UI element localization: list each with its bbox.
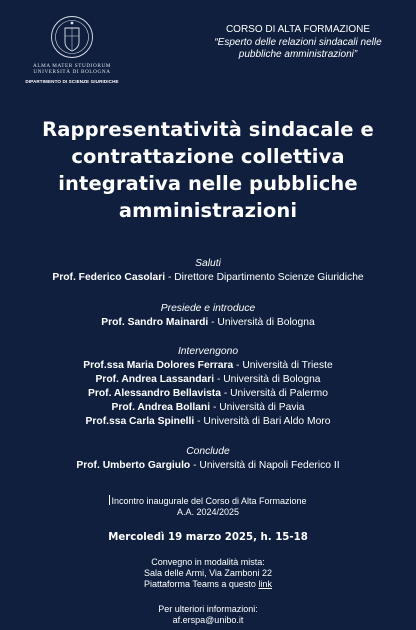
event-mode: Convegno in modalità mista:	[151, 557, 265, 567]
presiede-section	[0, 302, 416, 330]
section-role: Saluti	[195, 258, 221, 269]
speaker-name: Prof.ssa Maria Dolores Ferrara	[83, 360, 234, 371]
speaker-line	[0, 415, 416, 429]
speaker-name: Prof. Alessandro Bellavista	[88, 388, 221, 399]
event-title	[10, 116, 406, 224]
title-line-2: contrattazione collettiva	[71, 145, 345, 168]
speaker-line	[0, 373, 416, 387]
event-venue: Sala delle Armi, Via Zamboni 22	[144, 568, 272, 578]
speaker-line	[0, 459, 416, 473]
speaker-affiliation: - Università di Bologna	[214, 374, 321, 385]
info-label: Per ulteriori informazioni:	[158, 604, 258, 614]
course-heading	[196, 24, 400, 62]
speaker-line	[0, 359, 416, 373]
event-date-block	[0, 532, 416, 543]
university-seal-icon	[50, 14, 94, 60]
title-line-4: amministrazioni	[118, 199, 298, 222]
speaker-affiliation: - Università di Bologna	[208, 317, 315, 328]
speaker-name: Prof. Federico Casolari	[52, 272, 166, 283]
speaker-name: Prof. Andrea Lassandari	[95, 374, 215, 385]
contact-email[interactable]: af.erspa@unibo.it	[172, 615, 244, 625]
saluti-section	[0, 257, 416, 285]
speaker-line	[0, 387, 416, 401]
event-description	[0, 495, 416, 518]
event-desc-line1	[0, 495, 416, 507]
speaker-affiliation: - Direttore Dipartimento Scienze Giuridiche	[165, 272, 364, 283]
title-line-1: Rappresentatività sindacale e	[42, 118, 374, 141]
section-role: Conclude	[186, 446, 230, 457]
course-type: CORSO DI ALTA FORMAZIONE	[225, 24, 371, 35]
department-name: DIPARTIMENTO DI SCIENZE GIURIDICHE	[25, 79, 119, 84]
speaker-name: Prof.ssa Carla Spinelli	[85, 416, 195, 427]
title-line-3: integrativa nelle pubbliche	[58, 172, 358, 195]
header	[0, 0, 416, 110]
speaker-name: Prof. Andrea Bollani	[111, 402, 211, 413]
teams-link[interactable]: link	[258, 579, 272, 589]
section-role: Presiede e introduce	[160, 303, 256, 314]
intervengono-section	[0, 345, 416, 429]
teams-line	[0, 579, 416, 590]
speaker-name: Prof. Sandro Mainardi	[101, 317, 209, 328]
speaker-affiliation: - Università di Palermo	[220, 388, 328, 399]
info-block	[0, 604, 416, 626]
event-desc-line2: A.A. 2024/2025	[176, 507, 240, 517]
conclude-section	[0, 445, 416, 473]
university-name-line2: UNIVERSITÀ DI BOLOGNA	[33, 69, 111, 75]
university-name-line1: ALMA MATER STUDIORUM	[33, 63, 111, 69]
section-role: Intervengono	[177, 346, 239, 357]
course-name: “Esperto delle relazioni sindacali nelle pubbliche amministrazioni”	[214, 36, 382, 60]
teams-prefix: Piattaforma Teams a questo	[144, 579, 259, 589]
event-desc-text: Incontro inaugurale del Corso di Alta Formazione	[111, 496, 307, 506]
speaker-name: Prof. Umberto Gargiulo	[76, 460, 191, 471]
speaker-affiliation: - Università di Trieste	[233, 360, 333, 371]
speaker-affiliation: - Università di Bari Aldo Moro	[194, 416, 331, 427]
event-date: Mercoledì 19 marzo 2025, h. 15-18	[108, 532, 308, 543]
venue-block	[0, 557, 416, 590]
speaker-line	[0, 271, 416, 285]
speaker-affiliation: - Università di Pavia	[210, 402, 305, 413]
speaker-line	[0, 316, 416, 330]
university-logo	[22, 14, 122, 84]
speaker-affiliation: - Università di Napoli Federico II	[190, 460, 340, 471]
speaker-line	[0, 401, 416, 415]
